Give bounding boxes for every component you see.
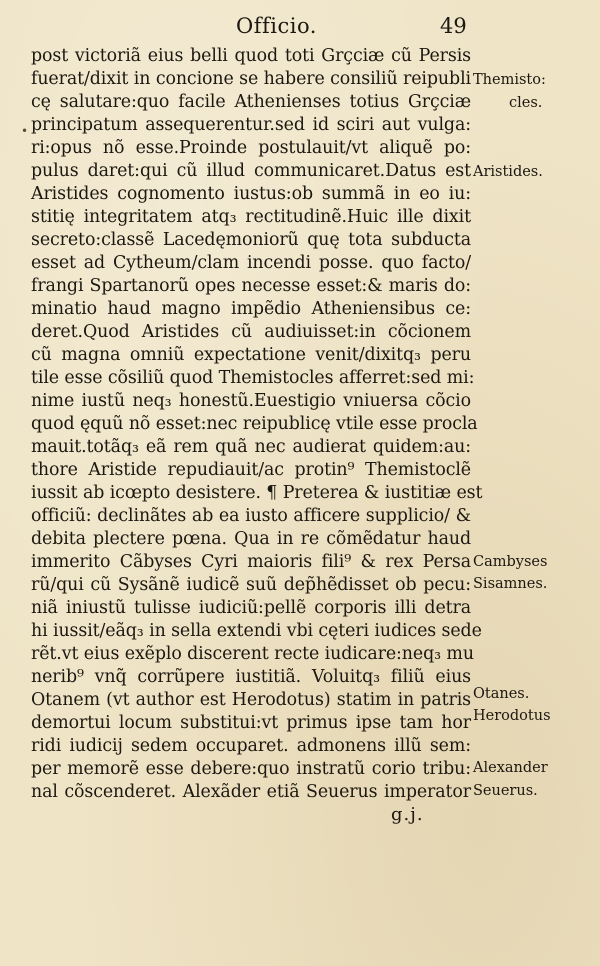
margin-note-otanes: Otanes.	[473, 686, 530, 702]
text-line: mauit.totãq₃ eã rem quã nec audierat quidem:au:	[31, 437, 471, 457]
margin-note-seuerus: Seuerus.	[473, 783, 538, 799]
text-line: esset ad Cytheum/clam incendi posse. quo facto/	[31, 253, 471, 273]
margin-note-sisamnes: Sisamnes.	[473, 576, 548, 592]
text-line: nerib⁹ vnq̃ corrũpere iustitiã. Voluitq₃ filiũ eius	[31, 667, 471, 687]
text-line: stitię integritatem atq₃ rectitudinẽ.Huic ille dixit	[31, 207, 471, 227]
text-line: secreto:classẽ Lacedęmoniorũ quę tota subducta	[31, 230, 471, 250]
signature-mark: g.j.	[391, 804, 424, 825]
text-line: officiũ: declinãtes ab ea iusto afficere supplicio/ &	[31, 506, 471, 526]
margin-note-themistocles: Themisto:	[473, 72, 546, 88]
margin-note-cambyses: Cambyses	[473, 554, 548, 570]
text-line: immerito Cãbyses Cyri maioris fili⁹ & rex Persa	[31, 552, 471, 572]
text-line: nime iustũ neq₃ honestũ.Euestigio vniuersa cõcio	[31, 391, 471, 411]
text-line: nal cõscenderet. Alexãder etiã Seuerus imperator	[31, 782, 471, 802]
text-line: pulus daret:qui cũ illud communicaret.Datus est	[31, 161, 471, 181]
text-line: rẽt.vt eius exẽplo discerent recte iudicare:neq₃ mu	[31, 644, 474, 664]
page-number: 49	[440, 14, 467, 38]
margin-note-aristides: Aristides.	[473, 164, 543, 180]
text-line: ri:opus nõ esse.Proinde postulauit/vt aliquẽ po:	[31, 138, 471, 158]
text-line: per memorẽ esse debere:quo instratũ corio tribu:	[31, 759, 471, 779]
text-line: cę salutare:quo facile Athenienses totius Grçciæ	[31, 92, 471, 112]
margin-dot-mark: •	[21, 124, 29, 138]
text-line: thore Aristide repudiauit/ac protin⁹ Themistoclẽ	[31, 460, 471, 480]
page-header	[0, 14, 600, 44]
text-line: principatum assequerentur.sed id sciri aut vulga:	[31, 115, 471, 135]
margin-note-alexander: Alexander	[473, 760, 548, 776]
margin-note-herodotus: Herodotus	[473, 708, 551, 724]
text-line: fuerat/dixit in concione se habere consiliũ reipubli	[31, 69, 471, 89]
text-line: Aristides cognomento iustus:ob summã in eo iu:	[31, 184, 471, 204]
main-text-block	[31, 45, 483, 804]
text-line: niã iniustũ tulisse iudiciũ:pellẽ corporis illi detra	[31, 598, 471, 618]
running-head: Officio.	[236, 14, 317, 38]
margin-note-themistocles-continued: cles.	[509, 95, 543, 111]
text-line: demortui locum substitui:vt primus ipse tam hor	[31, 713, 471, 733]
text-line: cũ magna omniũ expectatione venit/dixitq₃ peru	[31, 345, 471, 365]
text-line: quod ęquũ nõ esset:nec reipublicę vtile esse procla	[31, 414, 478, 434]
text-line: ridi iudicij sedem occuparet. admonens illũ sem:	[31, 736, 471, 756]
text-line: Otanem (vt author est Herodotus) statim in patris	[31, 690, 471, 710]
text-line: minatio haud magno impẽdio Atheniensibus ce:	[31, 299, 471, 319]
text-line: debita plectere pœna. Qua in re cõmẽdatur haud	[31, 529, 471, 549]
text-line: rũ/qui cũ Sysãnẽ iudicẽ suũ dep̃hẽdisset ob pecu:	[31, 575, 471, 595]
text-line: post victoriã eius belli quod toti Grçciæ cũ Persis	[31, 46, 471, 66]
text-line: iussit ab icœpto desistere. ¶ Preterea & iustitiæ est	[31, 483, 483, 503]
text-line: frangi Spartanorũ opes necesse esset:& maris do:	[31, 276, 471, 296]
text-line: deret.Quod Aristides cũ audiuisset:in cõcionem	[31, 322, 471, 342]
text-line: hi iussit/eãq₃ in sella extendi vbi cęteri iudices sede	[31, 621, 482, 641]
text-line: tile esse cõsiliũ quod Themistocles afferret:sed mi:	[31, 368, 475, 388]
